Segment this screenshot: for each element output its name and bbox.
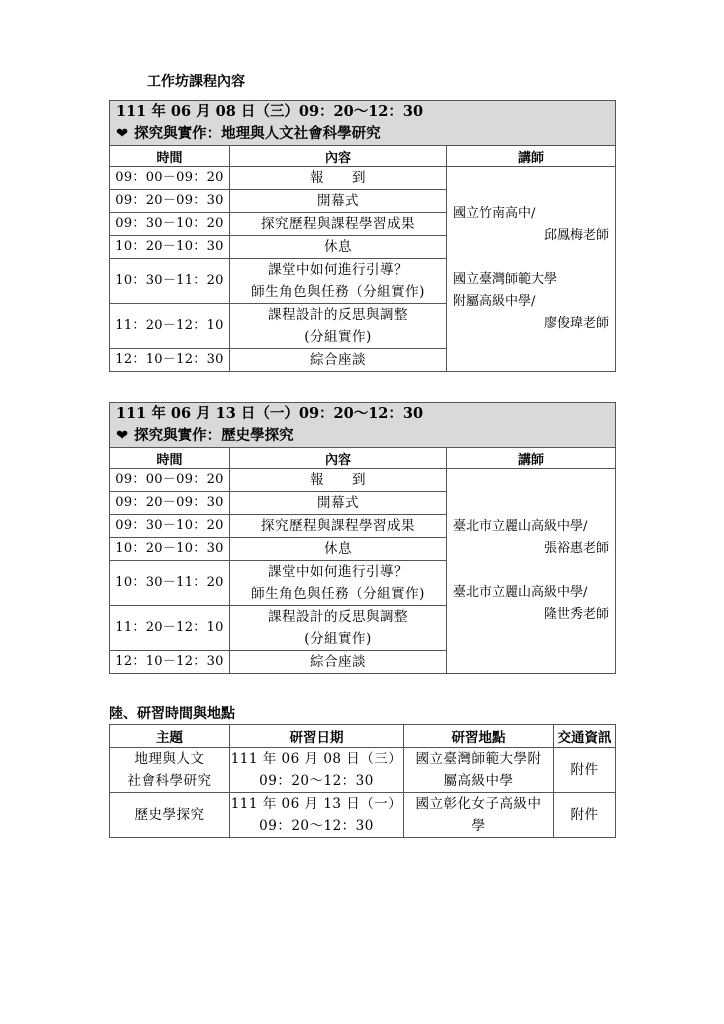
row-content — [230, 259, 447, 304]
row-time: 12：10－12：30 — [110, 349, 230, 372]
header-content: 內容 — [230, 448, 447, 469]
section-title: 工作坊課程內容 — [147, 74, 245, 90]
summary-place-line: 學 — [471, 818, 486, 834]
summary-header-transport: 交通資訊 — [554, 725, 616, 748]
row-time: 10：30－11：20 — [110, 561, 230, 606]
instructor-name: 廖俊瑋老師 — [544, 316, 610, 331]
summary-date-line: 111 年 06 月 13 日（一） — [230, 796, 403, 812]
summary-title: 陸、研習時間與地點 — [109, 706, 235, 722]
instructor-line: 附屬高級中學/ — [453, 294, 536, 309]
summary-header-topic: 主題 — [110, 725, 230, 748]
row-content: 報 到 — [230, 469, 447, 492]
summary-transport: 附件 — [554, 793, 616, 838]
row-time: 09：30－10：20 — [110, 213, 230, 236]
row-content: 報 到 — [230, 167, 447, 190]
row-content — [230, 606, 447, 651]
session-topic-text: 探究與實作：歷史學探究 — [134, 427, 294, 444]
row-content-line: 師生角色與任務（分組實作) — [251, 284, 425, 300]
summary-topic-line: 地理與人文 — [134, 751, 205, 767]
summary-place — [404, 793, 554, 838]
row-content: 綜合座談 — [230, 349, 447, 372]
summary-header-place: 研習地點 — [404, 725, 554, 748]
row-time: 09：20－09：30 — [110, 190, 230, 213]
summary-date-line: 111 年 06 月 08 日（三） — [230, 751, 403, 767]
summary-topic — [110, 748, 230, 793]
row-content: 綜合座談 — [230, 651, 447, 674]
summary-place-line: 屬高級中學 — [443, 773, 514, 789]
summary-date — [230, 748, 404, 793]
instructor-line: 國立臺灣師範大學 — [453, 272, 558, 287]
instructor-name: 隆世秀老師 — [544, 607, 610, 622]
row-content: 休息 — [230, 236, 447, 259]
row-time: 11：20－12：10 — [110, 606, 230, 651]
header-content: 內容 — [230, 146, 447, 167]
row-time: 09：30－10：20 — [110, 515, 230, 538]
summary-place — [404, 748, 554, 793]
row-content — [230, 304, 447, 349]
summary-topic-line: 社會科學研究 — [127, 773, 212, 789]
row-content-line: (分組實作) — [304, 631, 372, 647]
instructor-name: 邱鳳梅老師 — [544, 228, 610, 243]
row-content-line: 課程設計的反思與調整 — [268, 307, 408, 323]
session-table-2 — [109, 402, 616, 674]
session-topic — [110, 123, 616, 146]
heart-icon: ❤ — [116, 428, 129, 444]
row-content: 探究歷程與課程學習成果 — [230, 213, 447, 236]
table-row — [110, 469, 616, 492]
row-content: 探究歷程與課程學習成果 — [230, 515, 447, 538]
session-topic-text: 探究與實作：地理與人文社會科學研究 — [134, 125, 381, 142]
summary-table — [109, 724, 616, 838]
instructor-line: 國立竹南高中/ — [453, 206, 536, 221]
instructor-line: 臺北市立麗山高級中學/ — [453, 519, 588, 534]
instructor-cell — [447, 167, 616, 372]
table-row — [110, 748, 616, 793]
row-content: 開幕式 — [230, 492, 447, 515]
row-time: 12：10－12：30 — [110, 651, 230, 674]
summary-transport: 附件 — [554, 748, 616, 793]
summary-place-line: 國立臺灣師範大學附 — [415, 751, 542, 767]
summary-topic: 歷史學探究 — [110, 793, 230, 838]
table-row — [110, 793, 616, 838]
summary-header-date: 研習日期 — [230, 725, 404, 748]
row-content: 開幕式 — [230, 190, 447, 213]
header-instructor: 講師 — [447, 146, 616, 167]
summary-date-line: 09：20～12：30 — [259, 818, 374, 834]
row-content-line: 課堂中如何進行引導？ — [268, 564, 408, 580]
row-content-line: 課堂中如何進行引導？ — [268, 262, 408, 278]
row-content-line: 師生角色與任務（分組實作) — [251, 586, 425, 602]
instructor-cell — [447, 469, 616, 674]
row-time: 09：00－09：20 — [110, 167, 230, 190]
summary-date — [230, 793, 404, 838]
row-time: 10：20－10：30 — [110, 538, 230, 561]
session-topic — [110, 425, 616, 448]
heart-icon: ❤ — [116, 126, 129, 142]
summary-date-line: 09：20～12：30 — [259, 773, 374, 789]
header-time: 時間 — [110, 146, 230, 167]
instructor-name: 張裕惠老師 — [544, 541, 610, 556]
row-time: 10：30－11：20 — [110, 259, 230, 304]
row-content-line: (分組實作) — [304, 329, 372, 345]
table-row — [110, 167, 616, 190]
header-time: 時間 — [110, 448, 230, 469]
header-instructor: 講師 — [447, 448, 616, 469]
row-time: 10：20－10：30 — [110, 236, 230, 259]
session-table-1 — [109, 100, 616, 372]
summary-place-line: 國立彰化女子高級中 — [415, 796, 542, 812]
session-date: 111 年 06 月 08 日（三）09：20～12：30 — [110, 101, 616, 124]
row-content-line: 課程設計的反思與調整 — [268, 609, 408, 625]
row-content: 休息 — [230, 538, 447, 561]
row-time: 11：20－12：10 — [110, 304, 230, 349]
row-content — [230, 561, 447, 606]
session-date: 111 年 06 月 13 日（一）09：20～12：30 — [110, 403, 616, 426]
instructor-line: 臺北市立麗山高級中學/ — [453, 585, 588, 600]
row-time: 09：00－09：20 — [110, 469, 230, 492]
row-time: 09：20－09：30 — [110, 492, 230, 515]
